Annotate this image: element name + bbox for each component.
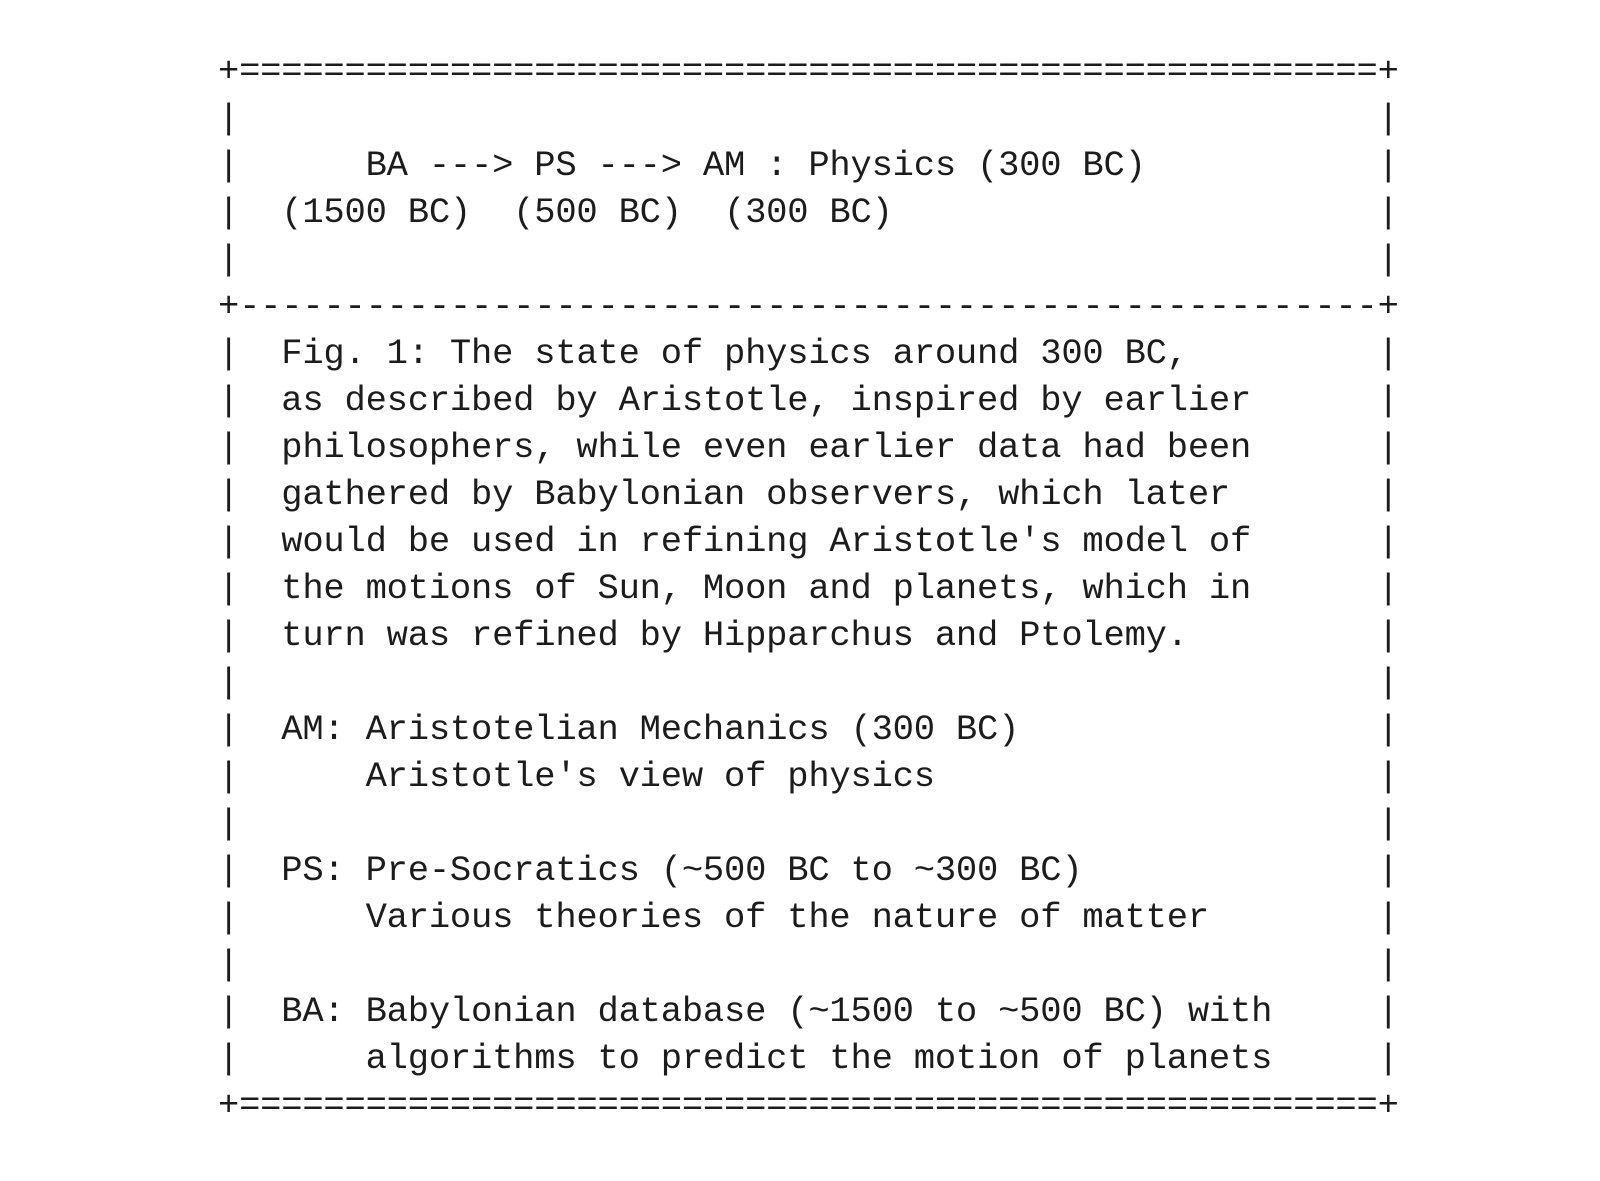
ascii-diagram	[218, 48, 1399, 1129]
border-top: +======================================================+	[218, 51, 1399, 92]
caption-line: | Fig. 1: The state of physics around 300 BC, |	[218, 333, 1399, 374]
legend-ba-desc: | algorithms to predict the motion of planets |	[218, 1038, 1399, 1079]
timeline-dates: | (1500 BC) (500 BC) (300 BC) |	[218, 192, 1399, 233]
legend-ps: | PS: Pre-Socratics (~500 BC to ~300 BC) |	[218, 850, 1399, 891]
border-bottom: +======================================================+	[218, 1085, 1399, 1126]
caption-line: | the motions of Sun, Moon and planets, which in |	[218, 568, 1399, 609]
blank-line: | |	[218, 803, 1399, 844]
caption-line: | gathered by Babylonian observers, which later |	[218, 474, 1399, 515]
blank-line: | |	[218, 944, 1399, 985]
caption-line: | turn was refined by Hipparchus and Ptolemy. |	[218, 615, 1399, 656]
timeline-flow: | BA ---> PS ---> AM : Physics (300 BC) |	[218, 145, 1399, 186]
legend-ba: | BA: Babylonian database (~1500 to ~500 BC) with |	[218, 991, 1399, 1032]
caption-line: | would be used in refining Aristotle's model of |	[218, 521, 1399, 562]
blank-line: | |	[218, 662, 1399, 703]
blank-line: | |	[218, 98, 1399, 139]
divider: +------------------------------------------------------+	[218, 286, 1399, 327]
legend-ps-desc: | Various theories of the nature of matter |	[218, 897, 1399, 938]
caption-line: | as described by Aristotle, inspired by earlier |	[218, 380, 1399, 421]
legend-am: | AM: Aristotelian Mechanics (300 BC) |	[218, 709, 1399, 750]
caption-line: | philosophers, while even earlier data had been |	[218, 427, 1399, 468]
blank-line: | |	[218, 239, 1399, 280]
legend-am-desc: | Aristotle's view of physics |	[218, 756, 1399, 797]
